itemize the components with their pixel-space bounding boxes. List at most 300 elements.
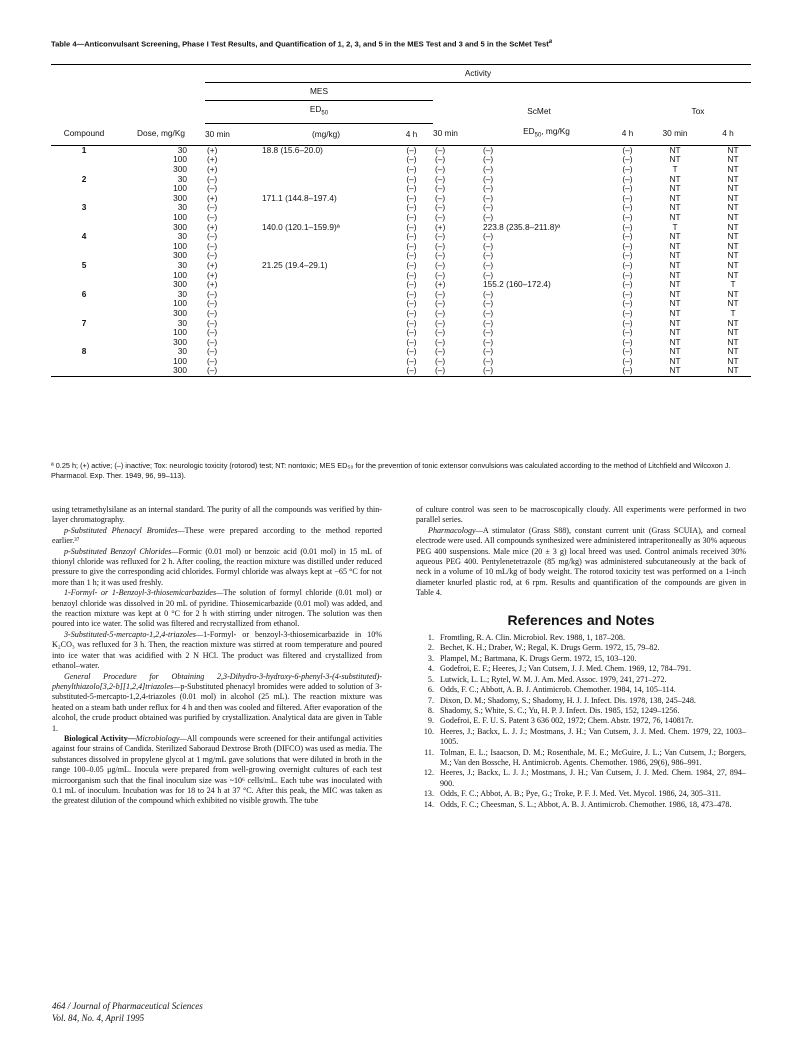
table-cell: (–) <box>483 145 494 155</box>
table-cell: (–) <box>622 212 633 222</box>
references-list <box>416 633 746 810</box>
table-cell: (–) <box>207 251 218 261</box>
table-row <box>51 347 751 357</box>
table-cell: NT <box>727 289 739 299</box>
reference-item <box>416 675 746 685</box>
table-cell: (–) <box>435 184 446 194</box>
table-row <box>51 309 751 319</box>
table-caption-mark: a <box>548 39 553 45</box>
table-cell: (–) <box>483 193 494 203</box>
header-mes: MES <box>205 83 433 101</box>
table-cell: (–) <box>207 308 218 318</box>
table-cell <box>262 299 390 309</box>
table-cell: (–) <box>622 356 633 366</box>
reference-number: 7. <box>427 695 434 705</box>
table-cell: (–) <box>435 193 446 203</box>
table-cell <box>262 155 390 165</box>
table-row <box>51 357 751 367</box>
table-cell: NT <box>727 251 739 261</box>
table-cell: T <box>730 280 736 290</box>
reference-number: 3. <box>427 653 434 663</box>
table-cell: (–) <box>483 328 494 338</box>
header-tox-30: 30 min <box>645 123 705 145</box>
table-cell: (–) <box>622 347 633 357</box>
table-cell: NT <box>669 251 681 261</box>
body-paragraph <box>52 630 382 672</box>
paragraph-heading: Pharmacology— <box>428 525 483 535</box>
table-cell: (–) <box>406 299 417 309</box>
table-cell: (–) <box>622 241 633 251</box>
table-cell: (–) <box>622 289 633 299</box>
reference-text: Shadomy, S.; White, S. C.; Yu, H. P. J. Infect. Dis. 1985, 152, 1249–1256. <box>440 705 680 715</box>
header-scmet: ScMet <box>527 106 551 117</box>
table-row <box>51 280 751 290</box>
table-cell: 18.8 (15.6–20.0) <box>262 145 323 155</box>
header-mes-4h: 4 h <box>390 123 433 145</box>
table-cell <box>51 328 117 338</box>
reference-text: Tolman, E. L.; Isaacson, D. M.; Rosenthale, M. E.; McGuire, J. L.; Van Cutsem, J.; Borgers, M.; Van den Bossche, H. Antimicrob. Agents. Chemother. 1986, 29(6), 986–991. <box>440 747 746 767</box>
reference-number: 5. <box>427 674 434 684</box>
table-cell: NT <box>669 184 681 194</box>
table-cell: (+) <box>207 145 218 155</box>
table-cell: 155.2 (160–172.4) <box>483 280 551 290</box>
table-cell <box>51 251 117 261</box>
table-cell: 300 <box>117 366 205 376</box>
table-cell: (–) <box>435 260 446 270</box>
table-cell: 30 <box>177 260 187 270</box>
table-cell <box>262 271 390 281</box>
table-cell: (–) <box>622 193 633 203</box>
table-footnote: ª 0.25 h; (+) active; (–) inactive; Tox: neurologic toxicity (rotorod) test; NT: nontoxic; MES ED₅₀ for the prevention of tonic extensor convulsions was calculated according to the method of Litchfield and Wilcoxon J. Pharmacol. Exp. Ther. 1949, 96, 99–113). <box>51 461 731 480</box>
table-cell: (+) <box>207 260 218 270</box>
table-cell: (–) <box>483 260 494 270</box>
table-cell: NT <box>669 145 681 155</box>
table-cell: (–) <box>406 184 417 194</box>
table-row <box>51 261 751 271</box>
table-cell: NT <box>669 299 681 309</box>
table-cell <box>51 271 117 281</box>
header-sc-ed-unit: , mg/Kg <box>541 126 570 137</box>
table-cell: 100 <box>173 212 187 222</box>
table-cell: (–) <box>483 318 494 328</box>
reference-number: 12. <box>423 768 434 778</box>
table-cell: (–) <box>622 337 633 347</box>
header-mes-mgkg: (mg/kg) <box>262 123 390 145</box>
reference-text: Heeres, J.; Backx, L. J. J.; Mostmans, J. H.; Van Cutsem, J. J. Med. Chem. 1984, 27, 894–900. <box>440 768 746 788</box>
table-cell: (–) <box>435 203 446 213</box>
paragraph-text: A stimulator (Grass S88), constant current unit (Grass SCUIA), and corneal electrode were used. All compounds synthesized were administered intraperitoneally as 30% aqueous PEG 400 suspensions. Male mice (20 ± 3 g) local breed was used. Control animals received 30% aqueous PEG 400. Pentylenetetrazole (85 mg/kg) was administered subcutaneously at the back of neck in a volume of 10 mL/kg of body weight. The rotorod toxicity test was performed on a 1-inch diameter knurled plastic rod, at 6 rpm. Results and quantification of the compounds are given in Table 4. <box>416 525 746 598</box>
reference-number: 11. <box>424 747 434 757</box>
table-cell: NT <box>669 212 681 222</box>
table-cell <box>51 242 117 252</box>
table-cell: NT <box>669 280 681 290</box>
table-cell: (–) <box>406 174 417 184</box>
reference-text: Godefroi, E. F. U. S. Patent 3 636 002, 1972; Chem. Abstr. 1972, 76, 140817r. <box>440 716 694 726</box>
table-cell: (–) <box>406 241 417 251</box>
table-cell: (–) <box>406 347 417 357</box>
table-cell: (–) <box>207 184 218 194</box>
table-cell: (–) <box>622 299 633 309</box>
table-cell: (–) <box>406 318 417 328</box>
table-cell: (–) <box>406 289 417 299</box>
table-cell: 300 <box>173 165 187 174</box>
table-cell: (–) <box>435 165 446 174</box>
table-cell: (+) <box>207 270 218 280</box>
table-cell: NT <box>669 318 681 328</box>
table-cell: (–) <box>435 289 446 299</box>
table-cell: NT <box>727 212 739 222</box>
body-paragraph <box>52 734 382 807</box>
table-cell: 6 <box>81 289 87 299</box>
right-column <box>416 505 746 810</box>
table-cell: 300 <box>173 251 187 261</box>
table-cell: (+) <box>207 155 218 165</box>
table-row <box>51 145 751 155</box>
table-cell <box>51 223 117 233</box>
table-cell: (–) <box>483 251 494 261</box>
table-cell: (–) <box>622 251 633 261</box>
table-row <box>51 271 751 281</box>
table-cell: (–) <box>207 299 218 309</box>
header-sc-30: 30 min <box>433 123 483 145</box>
table-cell: 4 <box>81 232 87 242</box>
table-cell: NT <box>669 232 681 242</box>
paragraph-text: of culture control was seen to be macroscopically cloudy. All experiments were performed in two parallel series. <box>416 505 746 525</box>
paragraph-text: 1-Formyl- or benzoyl-3-thiosemicarbazide in 10% K₂CO₃ was refluxed for 3 h. Then, the reaction mixture was stirred at room temperature and poured into ice water that was acidified with 2 N HCl. The product was filtered and crystallized from ethanol–water. <box>52 629 382 671</box>
table-cell <box>262 290 390 300</box>
reference-text: Plampel, M.; Bartmana, K. Drugs Germ. 1972, 15, 103–120. <box>440 653 637 663</box>
header-dose: Dose, mg/Kg <box>117 123 205 145</box>
table-cell: 3 <box>81 203 87 213</box>
paragraph-heading: p-Substituted Phenacyl Bromides— <box>64 525 185 535</box>
table-cell: 8 <box>81 347 87 357</box>
table-cell: NT <box>727 328 739 338</box>
table-cell: (–) <box>406 212 417 222</box>
reference-text: Godefroi, E. F.; Heeres, J.; Van Cutsem, J. J. Med. Chem. 1969, 12, 784–791. <box>440 664 691 674</box>
table-row <box>51 165 751 175</box>
table-cell: (–) <box>435 251 446 261</box>
table-cell: (–) <box>435 212 446 222</box>
paragraph-heading: General Procedure for Obtaining 2,3-Dihydro-3-hydroxy-6-phenyl-3-(4-substituted)-phenylthiazolo[3,2-b][1,2,4]triazoles— <box>52 671 382 691</box>
table-cell: T <box>672 222 678 232</box>
table-row <box>51 328 751 338</box>
table-cell: 5 <box>81 260 87 270</box>
table-row <box>51 184 751 194</box>
table-cell: (–) <box>406 356 417 366</box>
table-cell: NT <box>727 241 739 251</box>
reference-text: Odds, F. C.; Abbot, A. B.; Pye, G.; Troke, P. F. J. Med. Vet. Mycol. 1986, 24, 305–311. <box>440 789 721 799</box>
table-cell: NT <box>669 193 681 203</box>
table-cell: (–) <box>610 366 645 376</box>
table-row <box>51 338 751 348</box>
reference-number: 4. <box>427 664 434 674</box>
table-cell: (–) <box>406 308 417 318</box>
table-cell <box>51 299 117 309</box>
table-cell: NT <box>669 260 681 270</box>
table-cell: NT <box>727 299 739 309</box>
reference-item <box>416 664 746 674</box>
table-cell: (–) <box>622 328 633 338</box>
table-cell: (–) <box>483 241 494 251</box>
reference-text: Bechet, K. H.; Draber, W.; Regal, K. Drugs Germ. 1972, 15, 79–82. <box>440 643 660 653</box>
table-cell <box>262 338 390 348</box>
paragraph-text: using tetramethylsilane as an internal standard. The purity of all the compounds was verified by thin-layer chromatography. <box>52 505 382 525</box>
table-cell: NT <box>727 174 739 184</box>
table-cell: 30 <box>177 318 187 328</box>
body-paragraph <box>416 526 746 599</box>
reference-item <box>416 716 746 726</box>
table-cell: (–) <box>622 203 633 213</box>
table-cell <box>51 338 117 348</box>
table-row <box>51 366 751 376</box>
table-cell: NT <box>645 366 705 376</box>
table-cell: NT <box>669 356 681 366</box>
reference-item <box>416 643 746 653</box>
table-cell: NT <box>669 328 681 338</box>
table-cell: NT <box>727 165 739 174</box>
table-cell: (–) <box>622 280 633 290</box>
table-cell: (–) <box>406 203 417 213</box>
reference-item <box>416 706 746 716</box>
table-cell <box>262 232 390 242</box>
table-cell: (–) <box>406 260 417 270</box>
footer-volume: Vol. 84, No. 4, April 1995 <box>52 1013 145 1023</box>
table-row <box>51 319 751 329</box>
table-cell: 30 <box>177 347 187 357</box>
table-cell: 100 <box>173 241 187 251</box>
table-cell: 2 <box>81 174 87 184</box>
table-cell: (+) <box>207 165 218 174</box>
reference-number: 2. <box>427 643 434 653</box>
table-cell: NT <box>727 184 739 194</box>
right-column-paragraphs <box>416 505 746 599</box>
body-paragraph <box>52 526 382 547</box>
references-title: References and Notes <box>507 611 655 628</box>
body-paragraph <box>52 588 382 630</box>
header-sc-ed-sub: 50 <box>534 132 542 139</box>
table-cell: (–) <box>406 222 417 232</box>
reference-item <box>416 800 746 810</box>
reference-text: Odds, F. C.; Abbott, A. B. J. Antimicrob. Chemother. 1984, 14, 105–114. <box>440 685 676 695</box>
table-cell: (–) <box>435 241 446 251</box>
table-cell: 100 <box>173 328 187 338</box>
table-cell <box>262 328 390 338</box>
table-cell <box>51 184 117 194</box>
table-cell: (–) <box>406 155 417 165</box>
table-cell: (–) <box>622 145 633 155</box>
table-cell <box>262 242 390 252</box>
table-cell: (–) <box>435 232 446 242</box>
table-cell: NT <box>727 193 739 203</box>
table-cell: (–) <box>207 232 218 242</box>
table-cell: 100 <box>173 155 187 165</box>
table-cell: (–) <box>406 328 417 338</box>
table-cell: (–) <box>406 165 417 174</box>
paragraph-heading: Biological Activity— <box>64 733 136 743</box>
reference-text: Odds, F. C.; Cheesman, S. L.; Abbot, A. B. J. Antimicrob. Chemother. 1986, 18, 473–478. <box>440 799 732 809</box>
table-cell: (–) <box>435 328 446 338</box>
table-cell: NT <box>705 366 751 376</box>
table-cell: NT <box>727 337 739 347</box>
header-ed50-text: ED <box>309 104 322 114</box>
table-cell: (–) <box>435 299 446 309</box>
table-cell: (–) <box>622 308 633 318</box>
reference-number: 9. <box>427 716 434 726</box>
table-caption <box>51 39 751 49</box>
table-cell: (–) <box>435 337 446 347</box>
reference-item <box>416 696 746 706</box>
table-cell: (–) <box>207 356 218 366</box>
table-cell: NT <box>727 318 739 328</box>
body-paragraph <box>52 505 382 526</box>
table-row <box>51 203 751 213</box>
table-row <box>51 232 751 242</box>
table-cell <box>262 309 390 319</box>
reference-number: 10. <box>423 726 434 736</box>
table-cell: (–) <box>483 337 494 347</box>
table-cell: (–) <box>406 145 417 155</box>
header-mes-30: 30 min <box>205 123 262 145</box>
table-cell: 30 <box>177 145 187 155</box>
header-sc-ed-text: ED <box>523 126 535 137</box>
table-cell: (–) <box>483 366 610 376</box>
body-paragraph <box>52 547 382 589</box>
table-cell: (–) <box>622 232 633 242</box>
paragraph-text: All compounds were screened for their antifungal activities against four strains of Candida. Sterilized Saboraud Dextrose Broth (DIFCO) was used as media. The substances dissolved in propylene glycol at 1 mg/mL gave solutions that were diluted in broth in the range 100–0.05 μg/mL. Inocula were prepared from well-growing overnight cultures of each test microorganism such that the final inoculum size was ~10⁶ cells/mL. Each tube was inoculated with 0.1 mL of inoculum. Incubation was for 18 to 24 h at 37 °C. After this peak, the MIC was taken as the greatest dilution of the compound which exhibited no visible growth. The tube <box>52 733 382 806</box>
reference-item <box>416 685 746 695</box>
table-cell: NT <box>669 241 681 251</box>
table-cell: (–) <box>207 174 218 184</box>
table-cell <box>262 251 390 261</box>
table-cell <box>51 155 117 165</box>
table-cell: (+) <box>435 280 446 290</box>
table-cell: 30 <box>177 289 187 299</box>
body-paragraph <box>52 672 382 734</box>
paragraph-heading: p-Substituted Benzoyl Chlorides— <box>64 546 179 556</box>
table-row <box>51 242 751 252</box>
table-cell: NT <box>669 347 681 357</box>
table-cell: (–) <box>207 212 218 222</box>
table-cell: (–) <box>483 232 494 242</box>
reference-item <box>416 633 746 643</box>
left-column <box>52 505 382 807</box>
table-cell: (–) <box>435 318 446 328</box>
table-cell: 300 <box>173 308 187 318</box>
reference-number: 14. <box>423 799 434 809</box>
table-cell: (+) <box>435 222 446 232</box>
reference-text: Dixon, D. M.; Shadomy, S.; Shadomy, H. J. J. Infect. Dis. 1978, 138, 245–248. <box>440 695 696 705</box>
reference-item <box>416 789 746 799</box>
table-cell: NT <box>727 203 739 213</box>
table-cell: (–) <box>435 155 446 165</box>
reference-number: 1. <box>427 633 434 643</box>
header-ed50 <box>205 101 433 124</box>
table-cell: (–) <box>483 184 494 194</box>
paragraph-heading: 1-Formyl- or 1-Benzoyl-3-thiosemicarbazides— <box>64 588 224 598</box>
table-cell <box>262 175 390 185</box>
paragraph-heading: 3-Substituted-5-mercapto-1,2,4-triazoles— <box>64 629 204 639</box>
reference-item <box>416 727 746 748</box>
page-footer <box>52 1000 203 1024</box>
header-tox-4h: 4 h <box>705 123 751 145</box>
table-cell: (–) <box>207 337 218 347</box>
reference-text: Heeres, J.; Backx, L. J. J.; Mostmans, J. H.; Van Cutsem, J. J. Med. Chem. 1979, 22, 1003–1005. <box>440 726 746 747</box>
table-cell: (–) <box>406 270 417 280</box>
anticonvulsant-table <box>51 64 751 377</box>
table-cell: (+) <box>207 222 218 232</box>
table-cell: (–) <box>622 318 633 328</box>
reference-item <box>416 768 746 789</box>
table-row <box>51 155 751 165</box>
table-cell: 21.25 (19.4–29.1) <box>262 260 328 270</box>
table-row <box>51 223 751 233</box>
table-cell: (–) <box>435 308 446 318</box>
paragraph-subheading: Microbiology— <box>135 733 187 743</box>
table-cell: (–) <box>207 203 218 213</box>
table-cell: NT <box>727 347 739 357</box>
table-cell <box>51 366 117 376</box>
table-cell <box>262 366 390 376</box>
table-cell <box>262 165 390 175</box>
table-body <box>51 145 751 376</box>
table-cell: (–) <box>622 174 633 184</box>
table-cell <box>51 309 117 319</box>
table-cell: (–) <box>622 260 633 270</box>
table-row <box>51 175 751 185</box>
table-cell: 300 <box>173 222 187 232</box>
table-cell: NT <box>727 270 739 280</box>
table-cell <box>262 184 390 194</box>
table-row <box>51 213 751 223</box>
header-tox: Tox <box>691 106 705 117</box>
table-cell: (–) <box>406 280 417 290</box>
table-cell: 100 <box>173 184 187 194</box>
table-cell: 300 <box>173 280 187 290</box>
table-row <box>51 251 751 261</box>
table-cell: (–) <box>390 366 433 376</box>
table-cell: (–) <box>483 347 494 357</box>
table-row <box>51 194 751 204</box>
table-cell <box>262 357 390 367</box>
table-cell: 223.8 (235.8–211.8)ª <box>483 222 561 232</box>
table-cell: (–) <box>406 193 417 203</box>
reference-number: 8. <box>427 705 434 715</box>
table-cell: (–) <box>406 337 417 347</box>
table-cell: NT <box>669 270 681 280</box>
table-cell: 171.1 (144.8–197.4) <box>262 193 337 203</box>
table-cell: NT <box>669 203 681 213</box>
table-cell: (–) <box>483 356 494 366</box>
table-cell: (–) <box>433 366 483 376</box>
table-cell: (+) <box>207 280 218 290</box>
table-cell: (–) <box>435 174 446 184</box>
table-cell: 100 <box>173 270 187 280</box>
table-cell: (–) <box>483 299 494 309</box>
table-cell: (–) <box>483 308 494 318</box>
table-cell: 300 <box>173 337 187 347</box>
footer-journal: 464 / Journal of Pharmaceutical Sciences <box>52 1001 203 1011</box>
table-cell: (–) <box>483 270 494 280</box>
table-cell <box>262 203 390 213</box>
table-cell: NT <box>669 337 681 347</box>
paragraph-text: Formic (0.01 mol) or benzoic acid (0.01 mol) in 15 mL of thionyl chloride was refluxed for 2 h. After cooling, the reaction mixture was distilled under reduced pressure to give the corresponding acid chlorides. Formyl chloride was always kept at −65 °C for not more than 1 h; it was used freshly. <box>52 546 382 587</box>
table-cell: (–) <box>207 318 218 328</box>
header-sc-4h: 4 h <box>610 123 645 145</box>
reference-item <box>416 748 746 769</box>
table-cell: (–) <box>483 165 494 174</box>
table-cell: NT <box>727 145 739 155</box>
table-cell <box>262 347 390 357</box>
